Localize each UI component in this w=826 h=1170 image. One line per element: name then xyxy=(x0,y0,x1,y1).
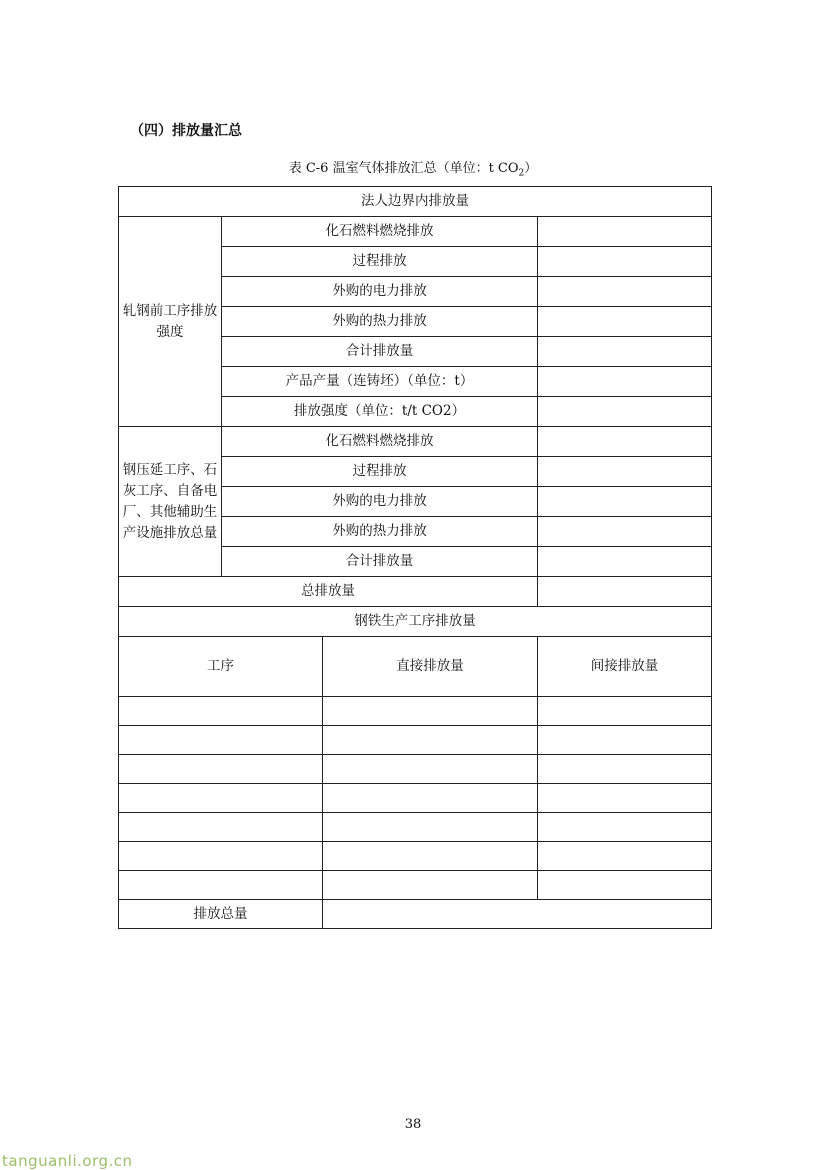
empty-cell xyxy=(323,726,538,755)
top-header-cell: 法人边界内排放量 xyxy=(119,187,712,217)
table-row xyxy=(119,217,712,247)
empty-cell xyxy=(538,697,712,726)
row-label: 外购的热力排放 xyxy=(222,307,538,337)
table-row xyxy=(119,842,712,871)
row-label: 排放强度（单位：t/t CO2） xyxy=(222,397,538,427)
empty-cell xyxy=(119,726,323,755)
column-header-indirect: 间接排放量 xyxy=(538,637,712,697)
table-row xyxy=(119,427,712,457)
table-row xyxy=(119,637,712,697)
column-header-process: 工序 xyxy=(119,637,323,697)
row-label: 外购的电力排放 xyxy=(222,487,538,517)
steel-header-cell: 钢铁生产工序排放量 xyxy=(119,607,712,637)
value-cell xyxy=(538,217,712,247)
row-label: 化石燃料燃烧排放 xyxy=(222,427,538,457)
emissions-summary-table xyxy=(118,186,712,929)
value-cell xyxy=(538,247,712,277)
row-label: 产品产量（连铸坯）（单位：t） xyxy=(222,367,538,397)
value-cell xyxy=(538,547,712,577)
final-row-label: 排放总量 xyxy=(119,900,323,929)
table-row xyxy=(119,813,712,842)
value-cell xyxy=(538,577,712,607)
empty-cell xyxy=(323,813,538,842)
row-label: 外购的热力排放 xyxy=(222,517,538,547)
empty-cell xyxy=(119,755,323,784)
value-cell xyxy=(538,487,712,517)
value-cell xyxy=(538,307,712,337)
table-row xyxy=(119,900,712,929)
empty-cell xyxy=(119,842,323,871)
caption-text: 表 C-6 温室气体排放汇总（单位：t CO xyxy=(288,161,519,176)
group2-label: 钢压延工序、石灰工序、自备电厂、其他辅助生产设施排放总量 xyxy=(119,427,222,577)
empty-cell xyxy=(323,842,538,871)
table-row xyxy=(119,187,712,217)
table-row xyxy=(119,784,712,813)
empty-cell xyxy=(538,755,712,784)
table-row xyxy=(119,871,712,900)
row-label: 合计排放量 xyxy=(222,547,538,577)
group1-label: 轧钢前工序排放强度 xyxy=(119,217,222,427)
empty-cell xyxy=(323,784,538,813)
empty-cell xyxy=(323,697,538,726)
page-number: 38 xyxy=(404,1117,422,1132)
row-label: 外购的电力排放 xyxy=(222,277,538,307)
table-row xyxy=(119,755,712,784)
table-row xyxy=(119,607,712,637)
empty-cell xyxy=(538,784,712,813)
table-row xyxy=(119,726,712,755)
row-label: 过程排放 xyxy=(222,457,538,487)
value-cell xyxy=(538,457,712,487)
section-heading: （四）排放量汇总 xyxy=(130,123,242,139)
empty-cell xyxy=(538,813,712,842)
value-cell xyxy=(538,367,712,397)
value-cell xyxy=(538,517,712,547)
empty-cell xyxy=(119,697,323,726)
empty-cell xyxy=(119,871,323,900)
total-row-label: 总排放量 xyxy=(119,577,538,607)
empty-cell xyxy=(119,813,323,842)
empty-cell xyxy=(323,871,538,900)
row-label: 化石燃料燃烧排放 xyxy=(222,217,538,247)
empty-cell xyxy=(323,755,538,784)
column-header-direct: 直接排放量 xyxy=(323,637,538,697)
value-cell xyxy=(538,397,712,427)
value-cell xyxy=(538,427,712,457)
empty-cell xyxy=(538,726,712,755)
value-cell xyxy=(323,900,712,929)
caption-close: ） xyxy=(524,161,538,176)
watermark: tanguanli.org.cn xyxy=(2,1152,133,1170)
row-label: 合计排放量 xyxy=(222,337,538,367)
empty-cell xyxy=(119,784,323,813)
value-cell xyxy=(538,337,712,367)
value-cell xyxy=(538,277,712,307)
empty-cell xyxy=(538,842,712,871)
table-row xyxy=(119,697,712,726)
caption-subscript: 2 xyxy=(518,168,525,179)
table-caption xyxy=(0,157,826,179)
row-label: 过程排放 xyxy=(222,247,538,277)
table-row xyxy=(119,577,712,607)
empty-cell xyxy=(538,871,712,900)
